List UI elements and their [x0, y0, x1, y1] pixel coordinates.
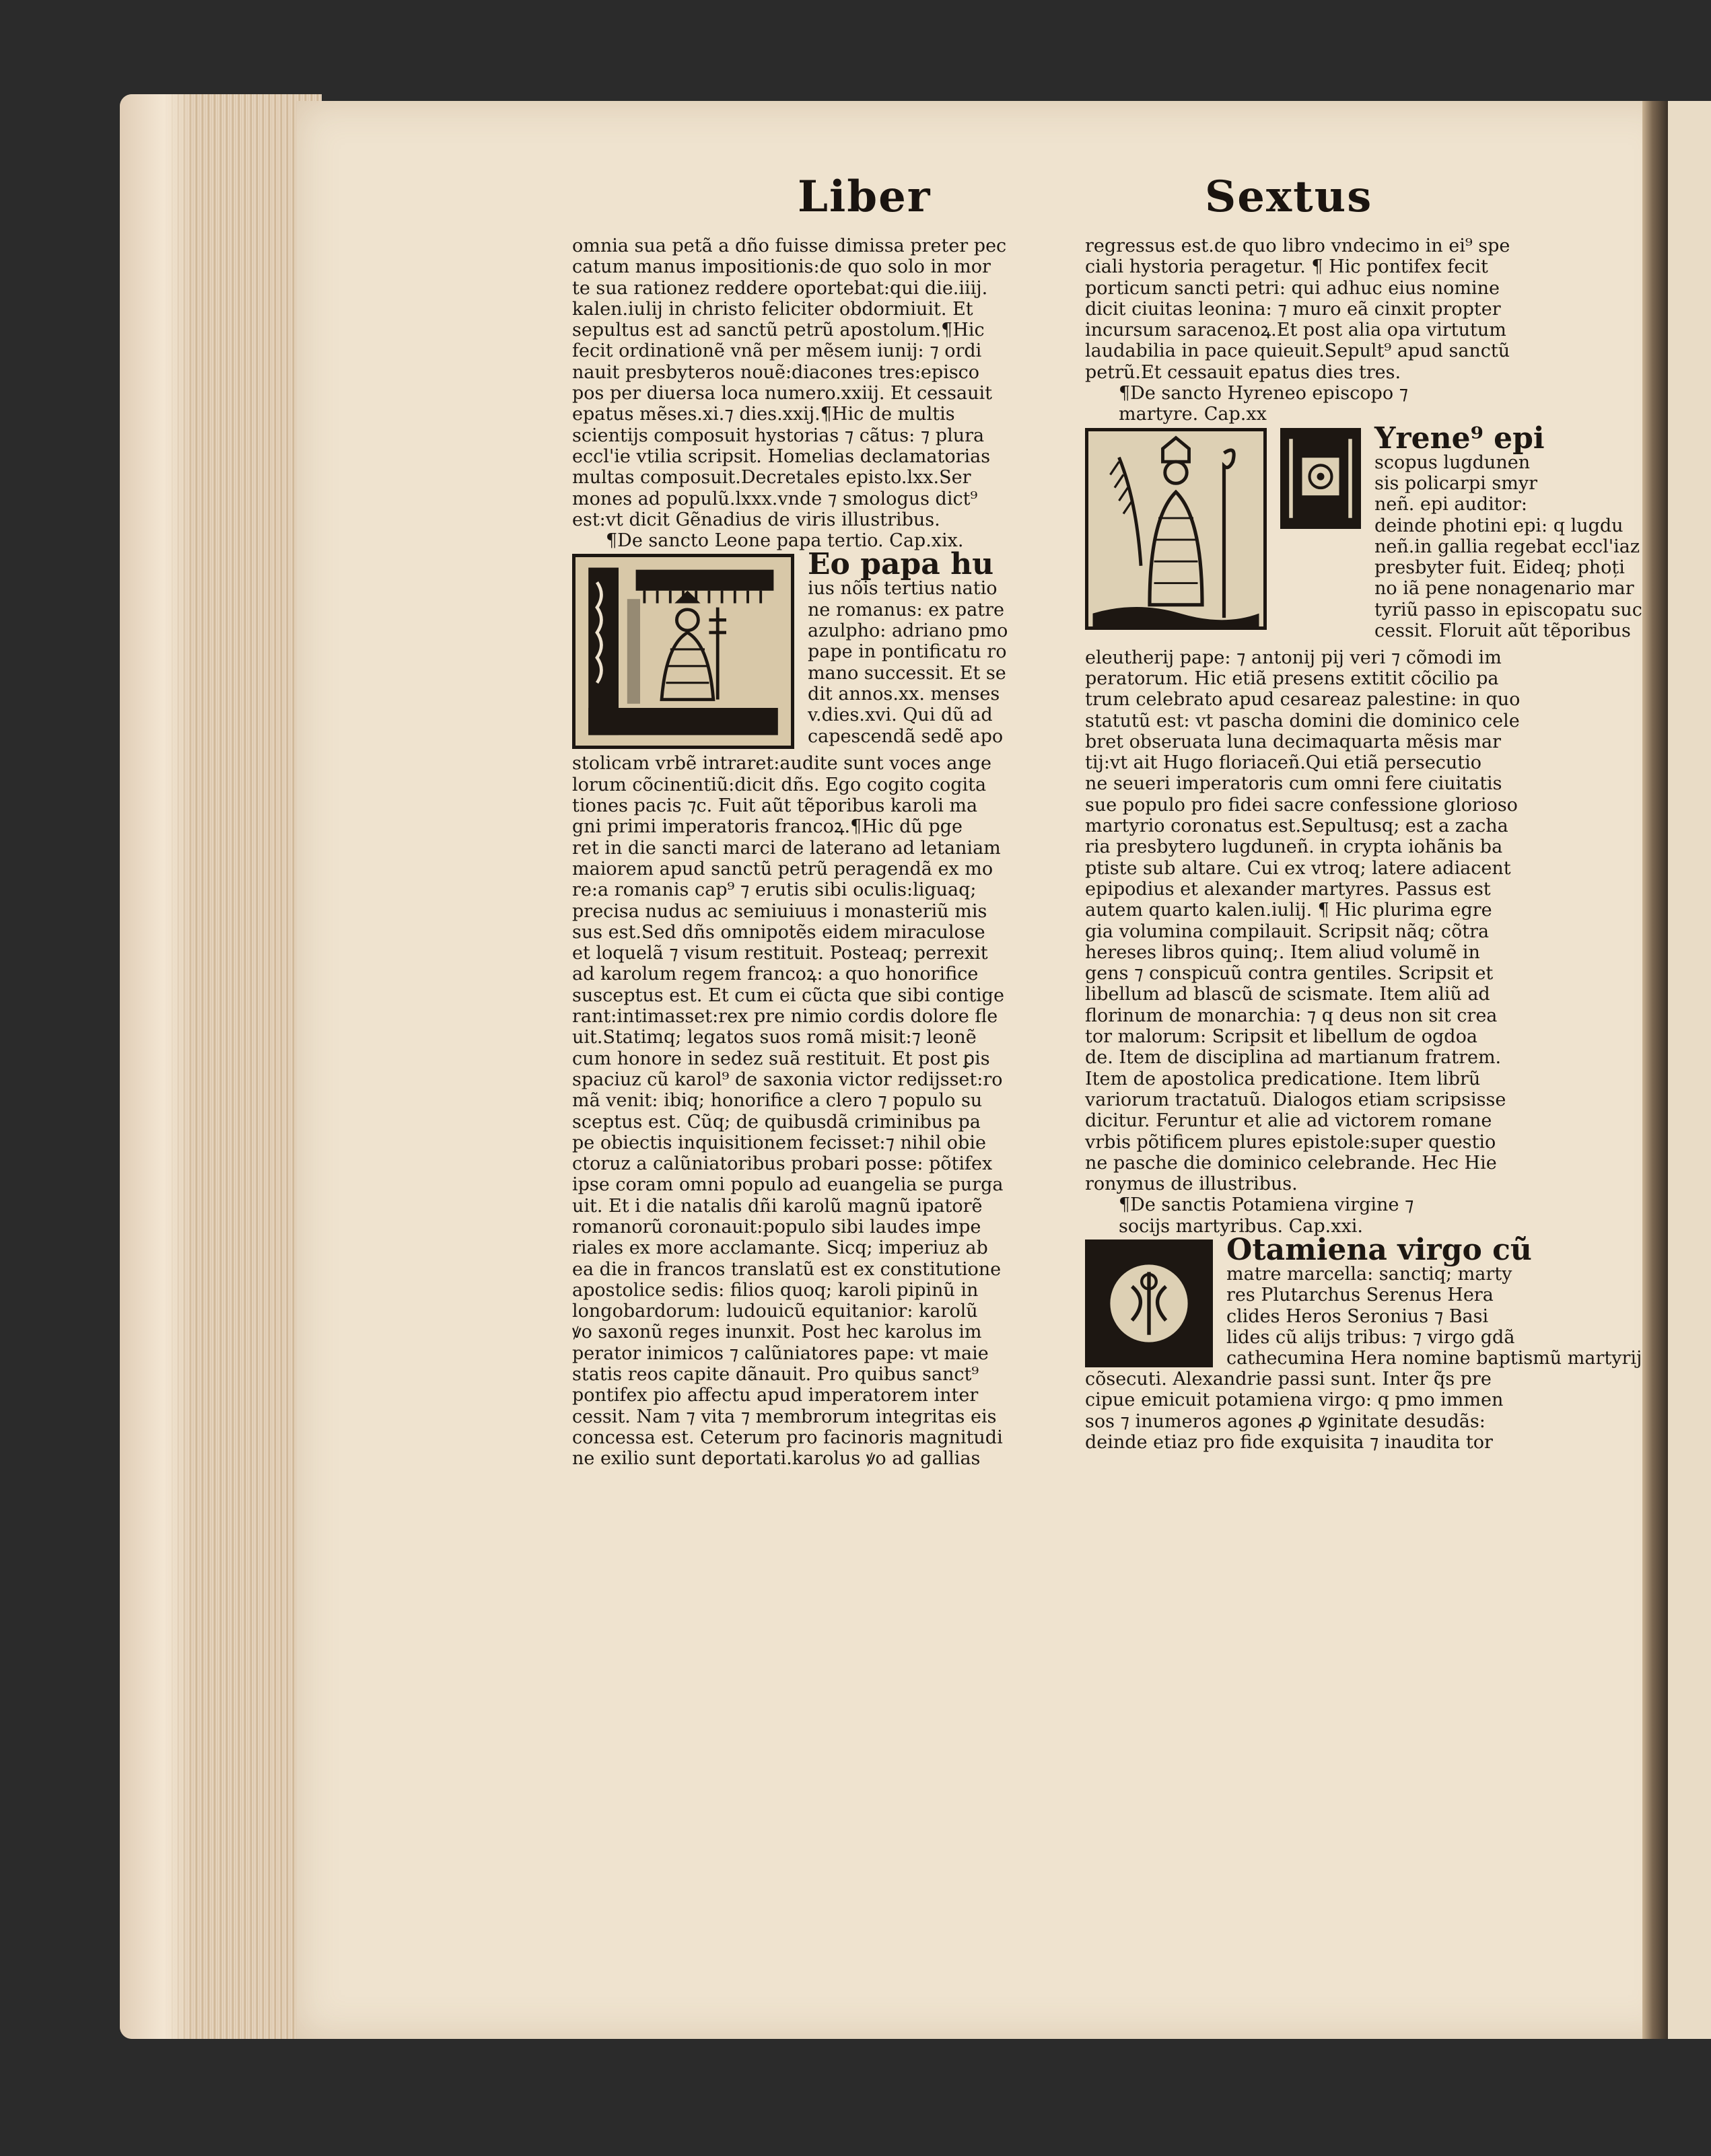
- running-head-right: Sextus: [1205, 172, 1373, 222]
- text-line: sis policarpi smyr: [1374, 472, 1537, 494]
- text-line: tyriũ passo in episcopatu suc: [1374, 599, 1642, 620]
- text-line: spaciuz cũ karol⁹ de saxonia victor redijsset:ro: [572, 1069, 1003, 1090]
- text-line: statutũ est: vt pascha domini die dominico cele: [1085, 710, 1520, 731]
- text-line: ne exilio sunt deportati.karolus ꝟo ad gallias: [572, 1448, 981, 1470]
- text-line: longobardorum: ludouicũ equitanior: karolũ: [572, 1301, 978, 1322]
- text-line: et loquelã ⁊ visum restituit. Posteaq; perrexit: [572, 943, 988, 964]
- text-line: libellum ad blascũ de scismate. Item aliũ ad: [1085, 984, 1490, 1005]
- flower-initial-icon: [1284, 431, 1358, 526]
- text-line: cessit. Nam ⁊ vita ⁊ membrorum integritas eis: [572, 1406, 997, 1427]
- text-line: vrbis põtificem plures epistole:super questio: [1085, 1131, 1496, 1153]
- left-column: [572, 236, 1084, 1470]
- text-line: mã venit: ibiq; honorifice a clero ⁊ populo su: [572, 1090, 983, 1112]
- text-line: gia volumina compilauit. Scripsit nãq; cõtra: [1085, 921, 1490, 942]
- text-line: incursum saracenoꝝ.Et post alia opa virtutum: [1085, 320, 1506, 341]
- text-line: tor malorum: Scripsit et libellum de ogdoa: [1085, 1026, 1477, 1048]
- text-line: te sua rationez reddere oportebat:qui die.iiij.: [572, 277, 988, 299]
- text-line: eleutherij pape: ⁊ antonij pij veri ⁊ cõmodi im: [1085, 647, 1502, 668]
- text-line: re:a romanis cap⁹ ⁊ erutis sibi oculis:liguaq;: [572, 879, 977, 901]
- text-line: res Plutarchus Serenus Hera: [1226, 1285, 1494, 1306]
- right-column-middle-text: [1085, 647, 1597, 1195]
- text-line: scientijs composuit hystorias ⁊ cãtus: ⁊ plura: [572, 425, 985, 446]
- potamiena-wrapped-text: [1226, 1232, 1642, 1369]
- woodcut-bishop-figure-icon: [1088, 431, 1263, 626]
- text-line: peratorum. Hic etiã presens extitit cõcilio pa: [1085, 668, 1499, 689]
- text-line: Yrene⁹ epi: [1374, 421, 1545, 456]
- text-line: est:vt dicit Gẽnadius de viris illustribus.: [572, 509, 940, 530]
- text-line: fecit ordinationẽ vnã per mẽsem iunij: ⁊ ordi: [572, 340, 982, 362]
- text-line: petrũ.Et cessauit epatus dies tres.: [1085, 361, 1401, 383]
- text-line: matre marcella: sanctiq; marty: [1226, 1263, 1512, 1285]
- text-line: sos ⁊ inumeros agones ꝓ ꝟginitate desudãs:: [1085, 1410, 1486, 1432]
- text-line: ria presbytero lugduneñ. in crypta iohãnis ba: [1085, 836, 1503, 858]
- initial-block-irenaeus: [1085, 421, 1642, 647]
- text-line: neñ. epi auditor:: [1374, 494, 1527, 515]
- text-line: apostolice sedis: filios quoq; karoli pipinũ in: [572, 1279, 979, 1301]
- text-line: de. Item de disciplina ad martianum fratrem.: [1085, 1047, 1502, 1069]
- text-line: ret in die sancti marci de laterano ad letaniam: [572, 837, 1001, 859]
- text-line: lides cũ alijs tribus: ⁊ virgo gdã: [1226, 1326, 1515, 1348]
- text-line: uit.Statimq; legatos suos romã misit:⁊ leonẽ: [572, 1027, 977, 1048]
- text-line: deinde etiaz pro fide exquisita ⁊ inaudita tor: [1085, 1431, 1493, 1453]
- text-line: laudabilia in pace quieuit.Sepult⁹ apud sanctũ: [1085, 340, 1510, 362]
- text-line: lorum cõcinentiũ:dicit dñs. Ego cogito cogita: [572, 774, 987, 795]
- text-line: ꝟo saxonũ reges inunxit. Post hec karolus im: [572, 1322, 982, 1343]
- text-line: v.dies.xvi. Qui dũ ad: [808, 705, 993, 726]
- text-line: ea die in francos translatũ est ex constitutione: [572, 1258, 1002, 1280]
- text-line: cessit. Floruit aũt tẽporibus: [1374, 620, 1631, 642]
- text-line: cipue emicuit potamiena virgo: q pmo immen: [1085, 1390, 1504, 1411]
- text-line: dicitur. Feruntur et alie ad victorem romane: [1085, 1110, 1492, 1132]
- text-line: cõsecuti. Alexandrie passi sunt. Inter q̃s pre: [1085, 1368, 1492, 1390]
- chapter-heading-irenaeus-1: ¶De sancto Hyreneo episcopo ⁊: [1119, 383, 1409, 404]
- text-line: Item de apostolica predicatione. Item librũ: [1085, 1068, 1481, 1089]
- text-line: florinum de monarchia: ⁊ q deus non sit crea: [1085, 1005, 1498, 1026]
- text-line: sue populo pro fidei sacre confessione glorioso: [1085, 794, 1518, 816]
- book-gutter: [1642, 101, 1668, 2039]
- woodcut-initial-P: [1085, 1239, 1213, 1367]
- right-column-top-text: [1085, 236, 1597, 383]
- text-line: precisa nudus ac semiuiuus i monasteriũ mis: [572, 900, 987, 922]
- text-line: tij:vt ait Hugo floriaceñ.Qui etiã persecutio: [1085, 752, 1481, 774]
- right-column-bottom-text: [1085, 1369, 1597, 1453]
- text-line: nauit presbyteros nouẽ:diacones tres:episco: [572, 361, 980, 383]
- text-line: pos per diuersa loca numero.xxiij. Et cessauit: [572, 383, 992, 404]
- text-line: ipse coram omni populo ad euangelia se purga: [572, 1174, 1004, 1196]
- text-line: hereses libros quinq;. Item aliud volumẽ in: [1085, 941, 1480, 963]
- text-line: statis reos capite dãnauit. Pro quibus sanct⁹: [572, 1364, 979, 1386]
- text-line: porticum sancti petri: qui adhuc eius nomine: [1085, 277, 1500, 299]
- text-line: mones ad populũ.lxxx.vnde ⁊ smologus dict⁹: [572, 488, 978, 509]
- right-column: [1085, 236, 1642, 1453]
- text-line: perator inimicos ⁊ calũniatores pape: vt maie: [572, 1342, 989, 1364]
- text-line: scopus lugdunen: [1374, 452, 1531, 473]
- text-line: multas composuit.Decretales episto.lxx.Ser: [572, 467, 971, 489]
- text-line: ronymus de illustribus.: [1085, 1174, 1298, 1195]
- text-line: bret obseruata luna decimaquarta mẽsis mar: [1085, 731, 1502, 752]
- text-line: stolicam vrbẽ intraret:audite sunt voces ange: [572, 753, 992, 775]
- text-line: trum celebrato apud cesareaz palestine: in quo: [1085, 689, 1521, 711]
- text-line: clides Heros Seronius ⁊ Basi: [1226, 1305, 1489, 1327]
- text-line: concessa est. Ceterum pro facinoris magnitudi: [572, 1427, 1003, 1448]
- text-line: tiones pacis ⁊c. Fuit aũt tẽporibus karoli ma: [572, 795, 978, 817]
- floral-initial-P-icon: [1088, 1243, 1210, 1364]
- text-line: romanorũ coronauit:populo sibi laudes impe: [572, 1216, 981, 1237]
- text-line: no iã pene nonagenario mar: [1374, 578, 1634, 600]
- text-line: cum honore in sedez suã restituit. Et post ꝑis: [572, 1048, 990, 1069]
- text-line: rant:intimasset:rex pre nimio cordis dolore fle: [572, 1006, 998, 1028]
- facing-page-edge: [1668, 101, 1711, 2039]
- text-line: riales ex more acclamante. Sicq; imperiuz ab: [572, 1237, 988, 1259]
- running-head-left: Liber: [798, 172, 932, 222]
- page-edge-shade: [120, 94, 194, 2039]
- woodcut-bishop: [1085, 428, 1267, 630]
- text-line: capescendã sedẽ apo: [808, 725, 1004, 747]
- left-column-bottom-text: [572, 753, 1084, 1469]
- text-line: ad karolum regem francoꝝ: a quo honorifice: [572, 964, 979, 985]
- text-line: gni primi imperatoris francoꝝ.¶Hic dũ pge: [572, 816, 963, 838]
- text-line: gens ⁊ conspicuũ contra gentiles. Scripsit et: [1085, 963, 1494, 984]
- text-line: maiorem apud sanctũ petrũ peragendã ex mo: [572, 858, 993, 879]
- irenaeus-wrapped-text: [1374, 421, 1642, 642]
- chapter-heading-potamiena-2: socijs martyribus. Cap.xxi.: [1119, 1215, 1363, 1237]
- text-line: dicit ciuitas leonina: ⁊ muro eã cinxit propter: [1085, 298, 1501, 320]
- left-column-top-text: [572, 236, 1084, 530]
- text-line: uit. Et i die natalis dñi karolũ magnũ ipatorẽ: [572, 1195, 983, 1217]
- text-line: omnia sua petã a dño fuisse dimissa preter pec: [572, 236, 1007, 256]
- text-line: epipodius et alexander martyres. Passus est: [1085, 878, 1491, 900]
- text-line: eccl'ie vtilia scripsit. Homelias declamatorias: [572, 445, 991, 467]
- text-line: epatus mẽses.xi.⁊ dies.xxij.¶Hic de multis: [572, 404, 955, 425]
- text-line: Otamiena virgo cũ: [1226, 1232, 1532, 1267]
- text-line: Eo papa hu: [808, 547, 994, 582]
- text-line: autem quarto kalen.iulij. ¶ Hic plurima egre: [1085, 900, 1492, 921]
- text-line: ctoruz a calũniatoribus probari posse: põtifex: [572, 1153, 993, 1175]
- text-line: catum manus impositionis:de quo solo in mor: [572, 256, 991, 278]
- text-line: deinde photini epi: q lugdu: [1374, 515, 1623, 536]
- text-line: ciali hystoria peragetur. ¶ Hic pontifex fecit: [1085, 256, 1488, 278]
- text-line: ius nõis tertius natio: [808, 578, 998, 600]
- text-line: pontifex pio affectu apud imperatorem inter: [572, 1385, 979, 1406]
- woodcut-initial-L: [572, 554, 794, 749]
- text-line: neñ.in gallia regebat eccl'iaz: [1374, 536, 1640, 557]
- text-line: sceptus est. Cũq; de quibusdã criminibus pa: [572, 1111, 981, 1133]
- text-line: pape in pontificatu ro: [808, 641, 1007, 663]
- text-line: susceptus est. Et cum ei cũcta que sibi contige: [572, 984, 1004, 1006]
- woodcut-initial-H: [1280, 428, 1361, 529]
- leo-wrapped-text: [808, 547, 1084, 747]
- text-line: sus est.Sed dñs omnipotẽs eidem miraculose: [572, 921, 985, 943]
- initial-block-potamiena: [1085, 1232, 1642, 1369]
- text-line: kalen.iulij in christo feliciter obdormiuit. Et: [572, 298, 973, 320]
- text-line: martyrio coronatus est.Sepultusq; est a zacha: [1085, 816, 1508, 837]
- text-line: regressus est.de quo libro vndecimo in ei⁹ spe: [1085, 236, 1510, 256]
- woodcut-pope-figure-icon: [575, 557, 791, 746]
- chapter-heading-potamiena-1: ¶De sanctis Potamiena virgine ⁊: [1119, 1194, 1414, 1216]
- text-line: ne seueri imperatoris cum omni fere ciuitatis: [1085, 773, 1502, 795]
- text-line: sepultus est ad sanctũ petrũ apostolum.¶Hic: [572, 320, 985, 341]
- chapter-heading-leo: ¶De sancto Leone papa tertio. Cap.xix.: [606, 530, 964, 552]
- text-line: mano successit. Et se: [808, 662, 1006, 684]
- text-line: ne romanus: ex patre: [808, 599, 1005, 620]
- text-line: ne pasche die dominico celebrande. Hec Hie: [1085, 1152, 1497, 1174]
- text-line: ptiste sub altare. Cui ex vtroq; latere adiacent: [1085, 857, 1511, 879]
- text-line: presbyter fuit. Eideq; phoți: [1374, 557, 1625, 579]
- text-line: azulpho: adriano pmo: [808, 620, 1008, 642]
- text-line: dit annos.xx. menses: [808, 683, 1000, 705]
- text-line: pe obiectis inquisitionem fecisset:⁊ nihil obie: [572, 1132, 986, 1153]
- text-line: cathecumina Hera nomine baptismũ martyrij: [1226, 1348, 1642, 1369]
- text-line: variorum tractatuũ. Dialogos etiam scripsisse: [1085, 1089, 1506, 1110]
- chapter-heading-irenaeus-2: martyre. Cap.xx: [1119, 404, 1267, 425]
- initial-block-leo: [572, 547, 1084, 753]
